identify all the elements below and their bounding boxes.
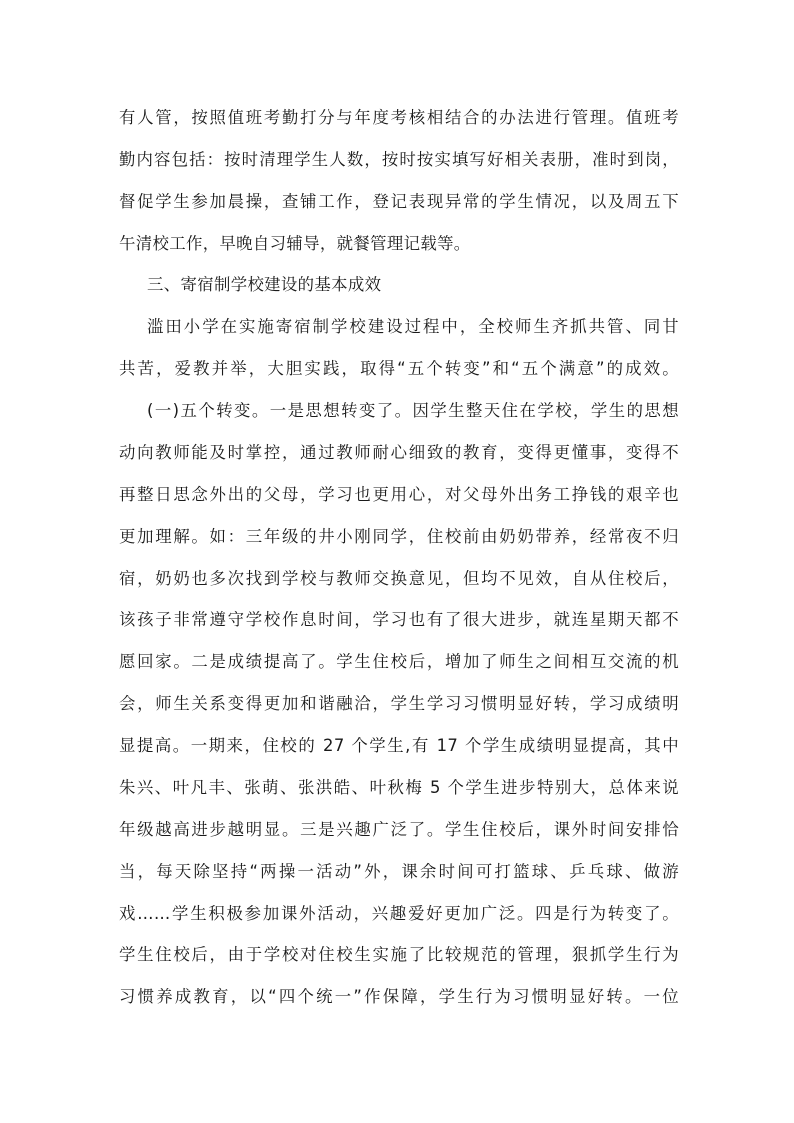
subsection-text-line: (一)五个转变。一是思想转变了。因学生整天住在学校，学生的思想 — [147, 401, 679, 420]
body-text-line: 显提高。一期来，住校的 27 个学生,有 17 个学生成绩明显提高，其中 — [119, 736, 679, 755]
body-text-line: 午清校工作，早晚自习辅导，就餐管理记载等。 — [119, 234, 471, 253]
body-text-line: 勤内容包括：按时清理学生人数，按时按实填写好相关表册，准时到岗， — [119, 150, 679, 169]
body-text-line: 督促学生参加晨操，查铺工作，登记表现异常的学生情况，以及周五下 — [119, 192, 679, 211]
body-text-line: 习惯养成教育，以“四个统一”作保障，学生行为习惯明显好转。一位 — [119, 987, 679, 1006]
body-text-line: 该孩子非常遵守学校作息时间，学习也有了很大进步，就连星期天都不 — [119, 610, 679, 629]
body-text-line: 有人管，按照值班考勤打分与年度考核相结合的办法进行管理。值班考 — [119, 108, 679, 127]
body-text-line: 朱兴、叶凡丰、张萌、张洪皓、叶秋梅 5 个学生进步特别大，总体来说 — [119, 778, 679, 797]
body-text-line: 更加理解。如：三年级的井小刚同学，住校前由奶奶带养，经常夜不归 — [119, 527, 679, 546]
section-heading: 三、寄宿制学校建设的基本成效 — [147, 275, 382, 294]
body-text-line: 共苦，爱教并举，大胆实践，取得“五个转变”和“五个满意”的成效。 — [119, 359, 679, 378]
body-text-line: 滥田小学在实施寄宿制学校建设过程中，全校师生齐抓共管、同甘 — [147, 317, 679, 336]
body-text-line: 当，每天除坚持“两操一活动”外，课余时间可打篮球、乒乓球、做游 — [119, 862, 679, 881]
body-text-line: 会，师生关系变得更加和谐融洽，学生学习习惯明显好转，学习成绩明 — [119, 694, 679, 713]
body-text-line: 再整日思念外出的父母，学习也更用心，对父母外出务工挣钱的艰辛也 — [119, 485, 679, 504]
body-text-line: 宿，奶奶也多次找到学校与教师交换意见，但均不见效，自从住校后， — [119, 569, 679, 588]
body-text-line: 戏……学生积极参加课外活动，兴趣爱好更加广泛。四是行为转变了。 — [119, 904, 679, 923]
body-text-line: 愿回家。二是成绩提高了。学生住校后，增加了师生之间相互交流的机 — [119, 652, 679, 671]
body-text-line: 学生住校后，由于学校对住校生实施了比较规范的管理，狠抓学生行为 — [119, 945, 679, 964]
body-text-line: 年级越高进步越明显。三是兴趣广泛了。学生住校后，课外时间安排恰 — [119, 820, 679, 839]
body-text-line: 动向教师能及时掌控，通过教师耐心细致的教育，变得更懂事，变得不 — [119, 443, 679, 462]
